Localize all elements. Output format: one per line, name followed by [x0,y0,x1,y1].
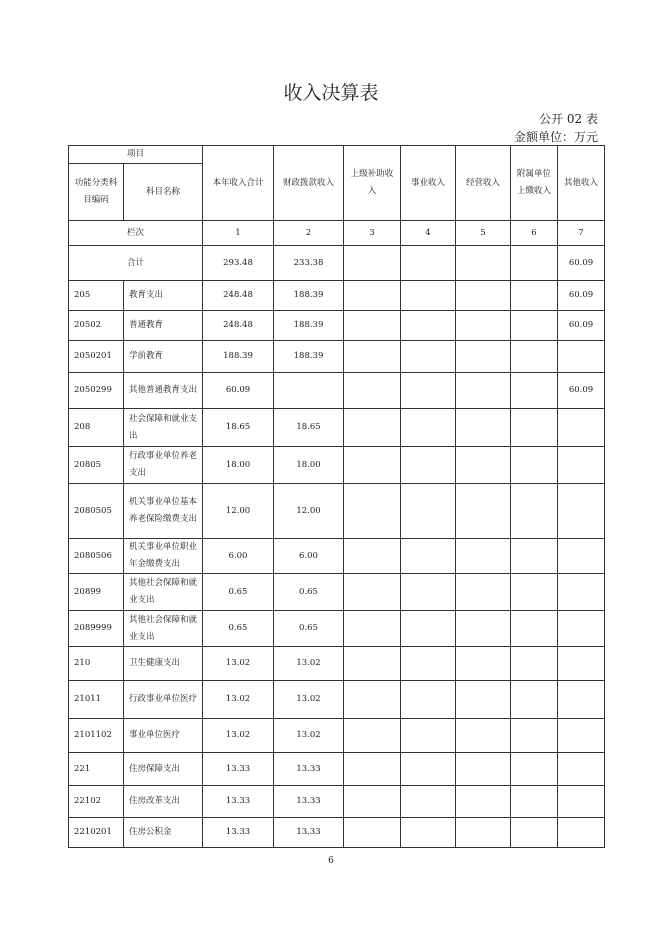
row-value [511,341,558,373]
row-value [558,681,605,719]
row-value [344,818,401,848]
table-row [69,311,605,341]
row-value [401,753,456,786]
header-name: 科目名称 [124,164,203,221]
row-name: 卫生健康支出 [124,647,203,681]
row-value: 13.02 [203,647,274,681]
row-value [401,447,456,484]
row-code: 20502 [69,311,124,341]
table-row [69,647,605,681]
total-label: 合计 [69,246,203,281]
row-value [456,647,511,681]
row-name: 住房保障支出 [124,753,203,786]
table-row [69,753,605,786]
row-value [344,373,401,409]
row-code: 2101102 [69,719,124,753]
row-value [558,574,605,611]
row-code: 21011 [69,681,124,719]
row-value [401,574,456,611]
row-value [511,539,558,574]
row-value: 60.09 [203,373,274,409]
total-value [511,246,558,281]
form-number: 公开 02 表 [539,112,598,126]
row-value [456,818,511,848]
row-code: 2080506 [69,539,124,574]
row-value [456,753,511,786]
row-value: 60.09 [558,281,605,311]
row-value [456,786,511,818]
row-value [511,484,558,539]
row-code: 2089999 [69,611,124,647]
total-value [456,246,511,281]
row-value [401,409,456,447]
row-value [456,311,511,341]
row-value [344,341,401,373]
row-value: 0.65 [274,611,344,647]
row-value [511,719,558,753]
row-value [401,539,456,574]
row-code: 208 [69,409,124,447]
row-value [401,611,456,647]
header-col: 本年收入合计 [203,146,274,221]
row-value: 12.00 [274,484,344,539]
row-value: 188.39 [274,341,344,373]
row-value [511,681,558,719]
row-name: 学前教育 [124,341,203,373]
table-row [69,786,605,818]
row-code: 221 [69,753,124,786]
row-value [456,681,511,719]
row-value: 188.39 [274,311,344,341]
table-row [69,281,605,311]
row-name: 行政事业单位医疗 [124,681,203,719]
row-value [558,818,605,848]
row-value [344,409,401,447]
row-value [456,281,511,311]
row-name: 事业单位医疗 [124,719,203,753]
row-value [401,281,456,311]
header-item: 项目 [69,146,203,164]
header-col: 上级补助收入 [344,146,401,221]
row-name: 机关事业单位基本养老保险缴费支出 [124,484,203,539]
table-row [69,447,605,484]
row-value [344,786,401,818]
row-value: 0.65 [274,574,344,611]
row-value [511,409,558,447]
row-value [401,373,456,409]
row-value [401,818,456,848]
row-value [558,341,605,373]
table-row [69,341,605,373]
row-value [558,409,605,447]
row-value: 13.33 [203,786,274,818]
row-value: 13.33 [274,786,344,818]
seq-number: 7 [558,221,605,246]
table-row [69,409,605,447]
row-value: 0.65 [203,611,274,647]
table-row [69,818,605,848]
row-value [511,281,558,311]
row-value: 248.48 [203,281,274,311]
page-number: 6 [328,856,334,866]
row-value: 60.09 [558,373,605,409]
row-value [456,719,511,753]
total-value [344,246,401,281]
row-value [558,786,605,818]
row-value [456,373,511,409]
header-col: 其他收入 [558,146,605,221]
row-value: 188.39 [203,341,274,373]
row-value: 13.33 [203,818,274,848]
row-value [456,484,511,539]
row-value: 60.09 [558,311,605,341]
row-value: 18.00 [274,447,344,484]
row-name: 机关事业单位职业年金缴费支出 [124,539,203,574]
header-col: 财政拨款收入 [274,146,344,221]
row-value [401,647,456,681]
row-code: 205 [69,281,124,311]
row-value [511,818,558,848]
header-code: 功能分类科目编码 [69,164,124,221]
row-code: 22102 [69,786,124,818]
row-value [511,647,558,681]
row-value [456,341,511,373]
row-name: 普通教育 [124,311,203,341]
row-name: 其他社会保障和就业支出 [124,574,203,611]
total-value [401,246,456,281]
table-row [69,373,605,409]
row-value: 188.39 [274,281,344,311]
row-name: 住房公积金 [124,818,203,848]
row-value [511,447,558,484]
income-table [68,145,605,848]
row-code: 210 [69,647,124,681]
row-name: 社会保障和就业支出 [124,409,203,447]
row-value [456,447,511,484]
row-value [344,753,401,786]
row-value: 18.65 [274,409,344,447]
table-row [69,574,605,611]
row-value [344,681,401,719]
row-value [344,647,401,681]
header-col: 事业收入 [401,146,456,221]
seq-number: 4 [401,221,456,246]
total-value: 60.09 [558,246,605,281]
row-value [558,539,605,574]
table-row [69,484,605,539]
row-value [558,647,605,681]
row-value [456,409,511,447]
row-value: 13.02 [203,719,274,753]
row-value [401,484,456,539]
row-code: 2210201 [69,818,124,848]
row-value: 13.02 [274,647,344,681]
table-row [69,611,605,647]
row-value [511,753,558,786]
row-value: 13.02 [274,719,344,753]
row-value: 18.00 [203,447,274,484]
row-code: 2050201 [69,341,124,373]
row-code: 20899 [69,574,124,611]
row-name: 行政事业单位养老支出 [124,447,203,484]
row-value [344,574,401,611]
row-value [344,719,401,753]
row-value [558,484,605,539]
row-value: 12.00 [203,484,274,539]
total-value: 293.48 [203,246,274,281]
row-value [401,341,456,373]
amount-unit: 金额单位：万元 [513,130,598,144]
row-name: 其他普通教育支出 [124,373,203,409]
row-value [511,574,558,611]
seq-number: 3 [344,221,401,246]
row-name: 住房改革支出 [124,786,203,818]
row-value [274,373,344,409]
table-row [69,539,605,574]
seq-number: 1 [203,221,274,246]
total-value: 233.38 [274,246,344,281]
row-value [401,719,456,753]
header-col: 经营收入 [456,146,511,221]
row-name: 其他社会保障和就业支出 [124,611,203,647]
row-value [558,753,605,786]
seq-number: 2 [274,221,344,246]
row-value: 6.00 [203,539,274,574]
row-value [558,611,605,647]
header-col: 附属单位上缴收入 [511,146,558,221]
row-code: 20805 [69,447,124,484]
row-value [401,786,456,818]
table-row [69,719,605,753]
row-value [456,574,511,611]
row-value: 248.48 [203,311,274,341]
page-title: 收入决算表 [283,82,379,104]
seq-number: 6 [511,221,558,246]
seq-label: 栏次 [69,221,203,246]
row-value [456,539,511,574]
row-name: 教育支出 [124,281,203,311]
row-value [344,311,401,341]
row-value: 0.65 [203,574,274,611]
row-value [344,484,401,539]
row-value [401,681,456,719]
row-value: 6.00 [274,539,344,574]
row-value: 13.33 [274,818,344,848]
seq-number: 5 [456,221,511,246]
row-value [344,281,401,311]
row-code: 2050299 [69,373,124,409]
row-value [511,311,558,341]
row-code: 2080505 [69,484,124,539]
row-value: 13.33 [274,753,344,786]
row-value [511,611,558,647]
row-value [344,611,401,647]
row-value [401,311,456,341]
row-value [344,447,401,484]
row-value [558,719,605,753]
row-value [344,539,401,574]
row-value: 13.02 [274,681,344,719]
row-value: 13.02 [203,681,274,719]
row-value [511,786,558,818]
row-value: 13.33 [203,753,274,786]
row-value [558,447,605,484]
row-value: 18.65 [203,409,274,447]
row-value [511,373,558,409]
row-value [456,611,511,647]
table-row [69,681,605,719]
